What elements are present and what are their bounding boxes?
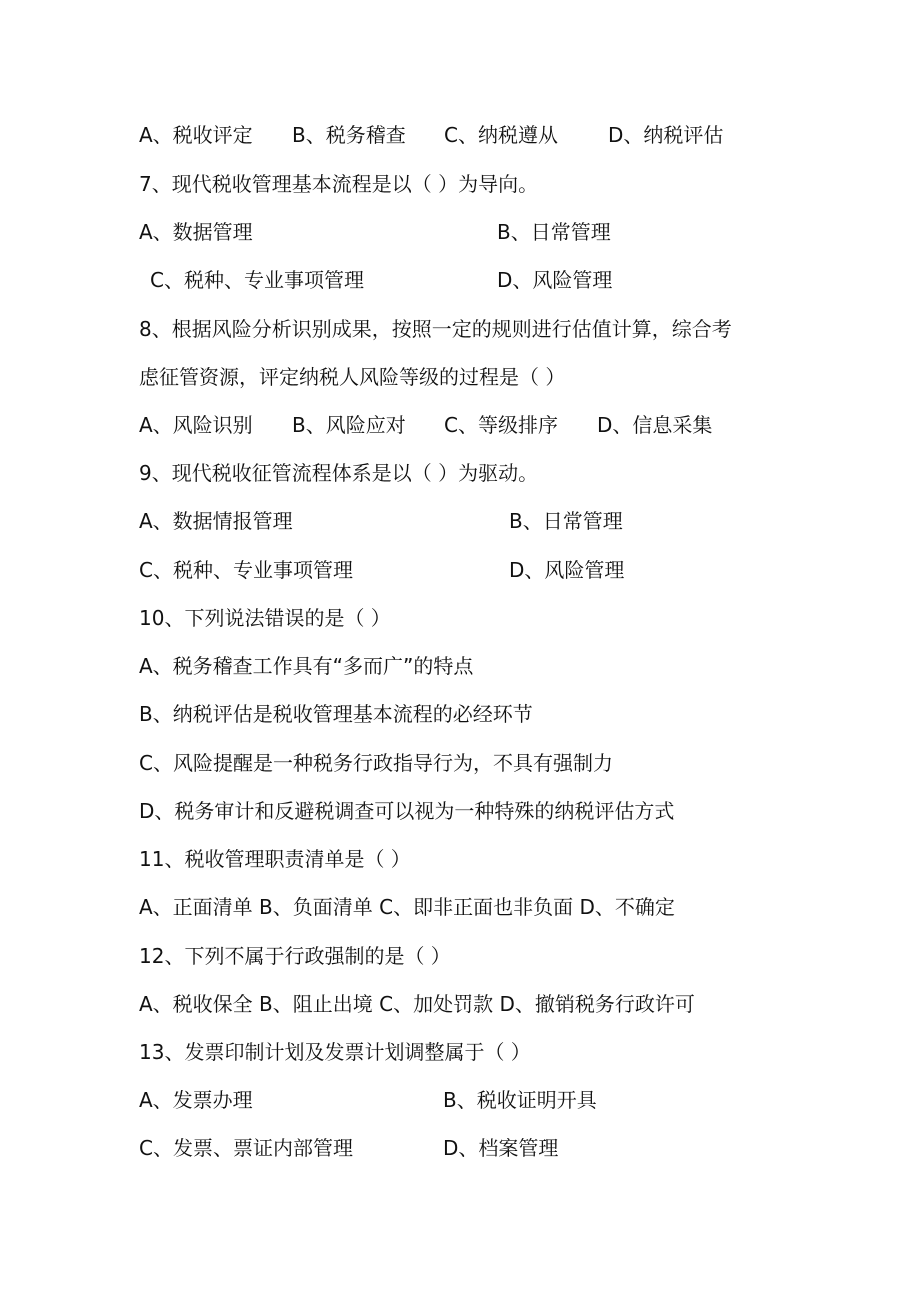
- option-d: D、纳税评估: [608, 123, 724, 147]
- option-b: B、税务稽查: [292, 123, 406, 147]
- option-d: D、档案管理: [443, 1136, 559, 1160]
- question-12-stem: 12、下列不属于行政强制的是（ ）: [139, 944, 451, 968]
- option-b: B、日常管理: [509, 509, 623, 533]
- option-d: D、风险管理: [509, 558, 625, 582]
- option-b: B、风险应对: [292, 413, 406, 437]
- option-a: A、数据管理: [139, 220, 253, 244]
- question-10-option-d: D、税务审计和反避税调查可以视为一种特殊的纳税评估方式: [139, 799, 675, 823]
- option-a: A、风险识别: [139, 413, 253, 437]
- option-a: A、发票办理: [139, 1088, 253, 1112]
- option-c: C、税种、专业事项管理: [150, 268, 364, 292]
- question-9-stem: 9、现代税收征管流程体系是以（ ）为驱动。: [139, 461, 539, 485]
- option-d: D、风险管理: [497, 268, 613, 292]
- option-a: A、数据情报管理: [139, 509, 293, 533]
- question-10-option-b: B、纳税评估是税收管理基本流程的必经环节: [139, 702, 533, 726]
- question-10-option-a: A、税务稽查工作具有“多而广”的特点: [139, 654, 474, 678]
- option-b: B、税收证明开具: [443, 1088, 597, 1112]
- question-11-stem: 11、税收管理职责清单是（ ）: [139, 847, 411, 871]
- question-11-options: A、正面清单 B、负面清单 C、即非正面也非负面 D、不确定: [139, 895, 675, 919]
- option-d: D、信息采集: [597, 413, 713, 437]
- option-a: A、税收评定: [139, 123, 253, 147]
- question-8-stem-line2: 虑征管资源，评定纳税人风险等级的过程是（ ）: [139, 365, 566, 389]
- question-10-option-c: C、风险提醒是一种税务行政指导行为，不具有强制力: [139, 751, 613, 775]
- question-7-stem: 7、现代税收管理基本流程是以（ ）为导向。: [139, 172, 539, 196]
- question-8-stem-line1: 8、根据风险分析识别成果，按照一定的规则进行估值计算，综合考: [139, 317, 732, 341]
- option-b: B、日常管理: [497, 220, 611, 244]
- option-c: C、发票、票证内部管理: [139, 1136, 353, 1160]
- question-12-options: A、税收保全 B、阻止出境 C、加处罚款 D、撤销税务行政许可: [139, 992, 695, 1016]
- question-10-stem: 10、下列说法错误的是（ ）: [139, 606, 391, 630]
- question-13-stem: 13、发票印制计划及发票计划调整属于（ ）: [139, 1040, 531, 1064]
- option-c: C、等级排序: [444, 413, 558, 437]
- option-c: C、纳税遵从: [444, 123, 558, 147]
- option-c: C、税种、专业事项管理: [139, 558, 353, 582]
